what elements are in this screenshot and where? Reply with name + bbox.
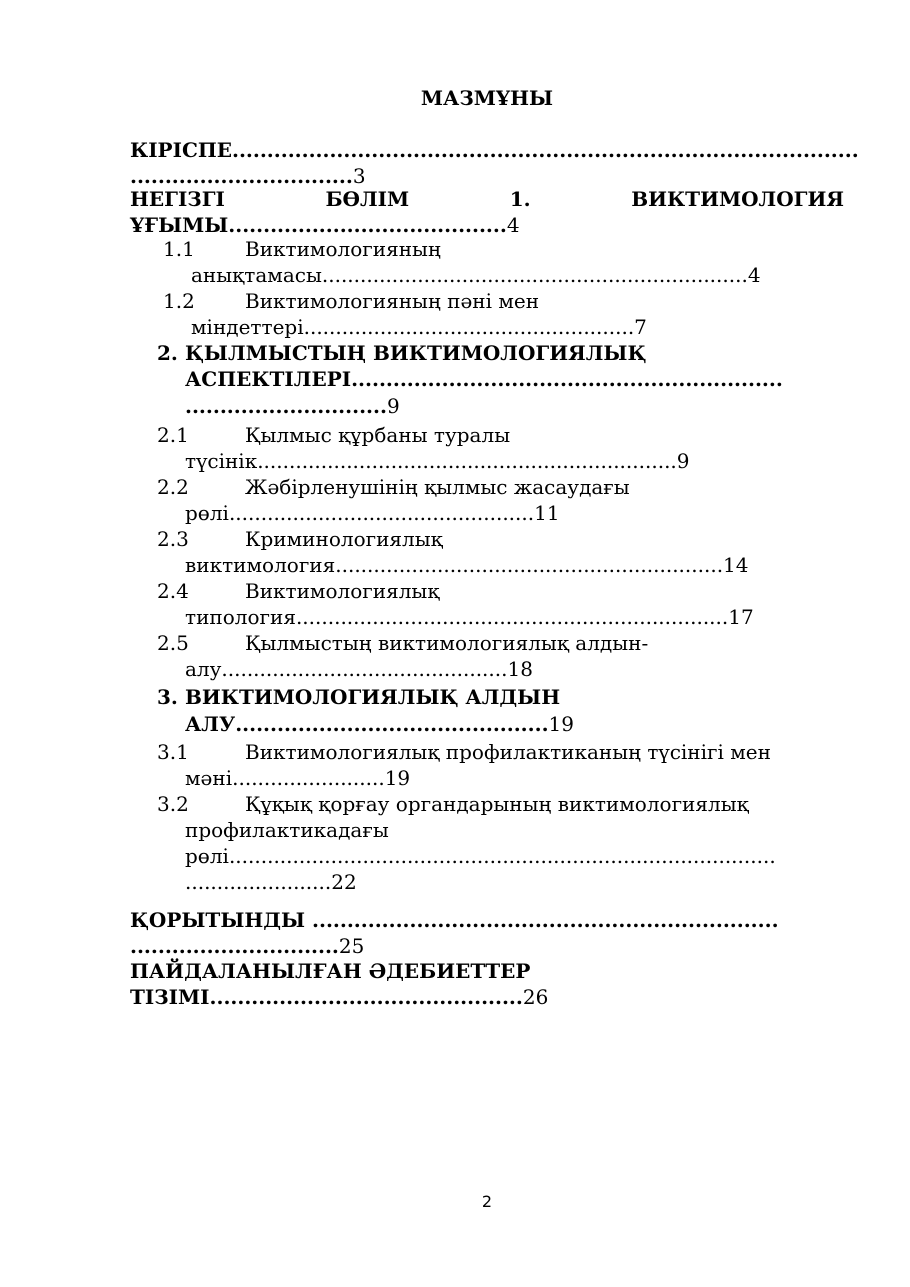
entry-2-2-text: Жәбірленушінің қылмыс жасаудағы: [245, 475, 630, 499]
chapter-3-line1: ВИКТИМОЛОГИЯЛЫҚ АЛДЫН: [185, 685, 561, 709]
toc-title: МАЗМҰНЫ: [420, 86, 554, 110]
chapter-3-number: 3.: [157, 685, 178, 709]
entry-3-2-line2: профилактикадағы: [185, 818, 389, 842]
entry-2-3-leader: виктимология.............................................................14: [185, 553, 749, 577]
entry-2-4-number: 2.4: [157, 579, 189, 603]
entry-1-2-leader: міндеттері....................................................7: [191, 315, 647, 339]
main-part-leader: ҰҒЫМЫ........................................: [130, 213, 507, 237]
entry-3-1-leader: мәні........................19: [185, 766, 411, 790]
entry-2-5-leader: алу.............................................18: [185, 657, 533, 681]
entry-3-2-line3: рөлі......................................................................................: [185, 844, 776, 868]
conclusion-page: 25: [338, 934, 365, 958]
entry-2-3-text: Криминологиялық: [245, 527, 443, 551]
entry-1-1-number: 1.1: [163, 237, 195, 261]
main-part-line1: [130, 186, 844, 212]
entry-2-4-text: Виктимологиялық: [245, 579, 440, 603]
chapter-2-line3: [185, 393, 400, 419]
entry-2-5-number: 2.5: [157, 631, 189, 655]
entry-2-2-number: 2.2: [157, 475, 189, 499]
entry-2-2-leader: рөлі................................................11: [185, 501, 560, 525]
chapter-2-leader: .............................: [185, 394, 387, 418]
references-leader: ТІЗІМІ.............................................: [130, 985, 523, 1009]
entry-3-1-text: Виктимологиялық профилактиканың түсінігі мен: [245, 740, 771, 764]
chapter-3-page: 19: [548, 712, 574, 736]
intro-line1: КІРІСПЕ..........................................................................................: [130, 138, 859, 162]
main-part-page: 4: [506, 213, 520, 237]
references-page: 26: [522, 985, 549, 1009]
conclusion-line1: ҚОРЫТЫНДЫ ...................................................................: [130, 908, 779, 932]
entry-1-2-number: 1.2: [163, 289, 195, 313]
entry-2-3-number: 2.3: [157, 527, 189, 551]
chapter-3-leader: АЛУ.............................................: [185, 712, 549, 736]
conclusion-line2: [130, 933, 364, 959]
entry-2-1-text: Қылмыс құрбаны туралы: [245, 423, 511, 447]
entry-1-1-leader: анықтамасы...................................................................4: [191, 263, 761, 287]
references-line2: [130, 984, 548, 1010]
entry-1-2-text: Виктимологияның пәні мен: [245, 289, 540, 313]
entry-2-1-number: 2.1: [157, 423, 189, 447]
references-line1: ПАЙДАЛАНЫЛҒАН ӘДЕБИЕТТЕР: [130, 959, 531, 983]
conclusion-leader: ..............................: [130, 934, 339, 958]
chapter-2-page: 9: [386, 394, 400, 418]
chapter-2-line1: ҚЫЛМЫСТЫҢ ВИКТИМОЛОГИЯЛЫҚ: [185, 341, 647, 365]
main-part-line2: [130, 212, 520, 238]
entry-2-4-leader: типология....................................................................17: [185, 605, 754, 629]
chapter-3-line2: [185, 711, 574, 737]
page-number: 2: [481, 1192, 493, 1211]
entry-3-2-leader: .......................22: [185, 870, 357, 894]
entry-2-1-leader: түсінік..................................................................9: [185, 449, 690, 473]
entry-3-1-number: 3.1: [157, 740, 189, 764]
main-part-word2: БӨЛІМ: [325, 187, 410, 211]
entry-1-1-text: Виктимологияның: [245, 237, 441, 261]
intro-page: 3: [352, 164, 366, 188]
chapter-2-line2: АСПЕКТІЛЕРІ..............................................................: [185, 367, 783, 391]
intro-leader: ................................: [130, 164, 353, 188]
main-part-word4: ВИКТИМОЛОГИЯ: [631, 187, 844, 211]
chapter-2-number: 2.: [157, 341, 178, 365]
entry-2-5-text: Қылмыстың виктимологиялық алдын-: [245, 631, 649, 655]
entry-3-2-text: Құқық қорғау органдарының виктимологиялық: [245, 792, 749, 816]
main-part-word3: 1.: [509, 187, 531, 211]
main-part-word1: НЕГІЗГІ: [130, 187, 225, 211]
entry-3-2-number: 3.2: [157, 792, 189, 816]
